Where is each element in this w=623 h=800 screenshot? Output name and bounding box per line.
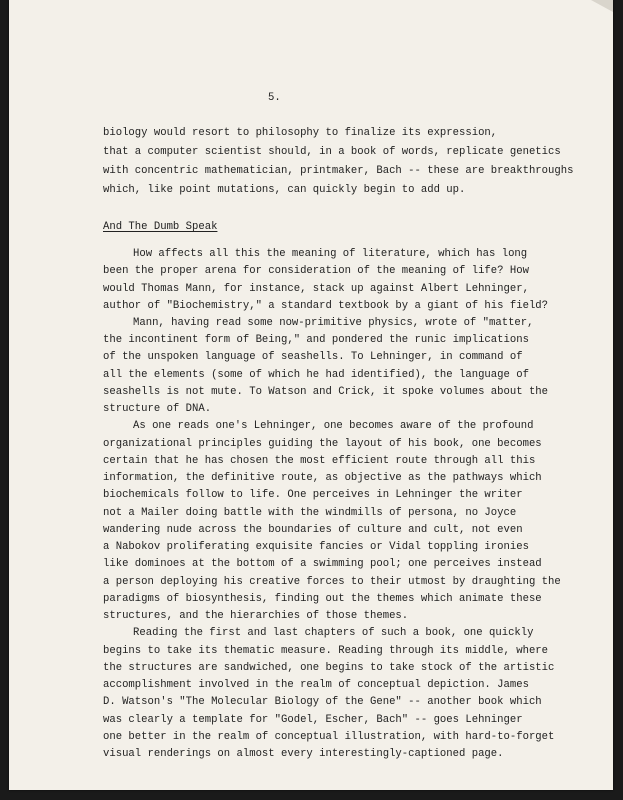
text-line: would Thomas Mann, for instance, stack up against Albert Lehninger, [103,282,529,295]
text-line: a person deploying his creative forces to their utmost by draughting the [103,575,561,588]
text-line: How affects all this the meaning of literature, which has long [133,248,528,260]
text-line: biology would resort to philosophy to finalize its expression, [103,127,498,139]
text-line: wandering nude across the boundaries of culture and cult, not even [103,523,523,536]
text-line: accomplishment involved in the realm of conceptual depiction. James [103,679,529,691]
text-line: structure of DNA. [103,403,212,416]
text-line: that a computer scientist should, in a book of words, replicate genetics [103,146,561,158]
text-line: the incontinent form of Being," and pondered the runic implications [103,334,529,347]
text-line: with concentric mathematician, printmaker, Bach -- these are breakthroughs [103,165,574,177]
section-heading: And The Dumb Speak [103,221,218,233]
text-line: author of "Biochemistry," a standard textbook by a giant of his field? [103,299,549,312]
text-line: As one reads one's Lehninger, one becomes aware of the profound [133,420,534,433]
text-line: certain that he has chosen the most efficient route through all this [103,454,536,467]
text-line: the structures are sandwiched, one begins to take stock of the artistic [103,661,555,674]
text-line: one better in the realm of conceptual illustration, with hard-to-forget [103,730,555,743]
text-line: structures, and the hierarchies of those themes. [103,610,409,623]
text-line: which, like point mutations, can quickly begin to add up. [103,184,466,196]
text-line: of the unspoken language of seashells. To Lehninger, in command of [103,351,523,364]
text-line: not a Mailer doing battle with the windmills of persona, no Joyce [103,506,517,519]
text-line: seashells is not mute. To Watson and Crick, it spoke volumes about the [103,385,549,398]
text-line: D. Watson's "The Molecular Biology of the Gene" -- another book which [103,696,542,709]
text-line: biochemicals follow to life. One perceives in Lehninger the writer [103,489,523,502]
page-corner [591,0,613,12]
text-line: organizational principles guiding the layout of his book, one becomes [103,437,542,450]
text-line: was clearly a template for "Godel, Escher, Bach" -- goes Lehninger [103,713,523,726]
text-line: paradigms of biosynthesis, finding out the themes which animate these [103,592,542,605]
text-line: been the proper arena for consideration of the meaning of life? How [103,265,529,278]
text-line: visual renderings on almost every interestingly-captioned page. [103,748,504,760]
text-line: Reading the first and last chapters of such a book, one quickly [133,627,534,640]
text-line: information, the definitive route, as objective as the pathways which [103,472,542,485]
text-line: like dominoes at the bottom of a swimming pool; one perceives instead [103,558,542,571]
page-number: 5. [268,92,281,104]
text-line: begins to take its thematic measure. Reading through its middle, where [103,644,549,657]
text-line: a Nabokov proliferating exquisite fancies or Vidal toppling ironies [103,541,529,554]
text-line: Mann, having read some now-primitive physics, wrote of "matter, [133,317,534,329]
text-line: all the elements (some of which he had identified), the language of [103,368,529,381]
